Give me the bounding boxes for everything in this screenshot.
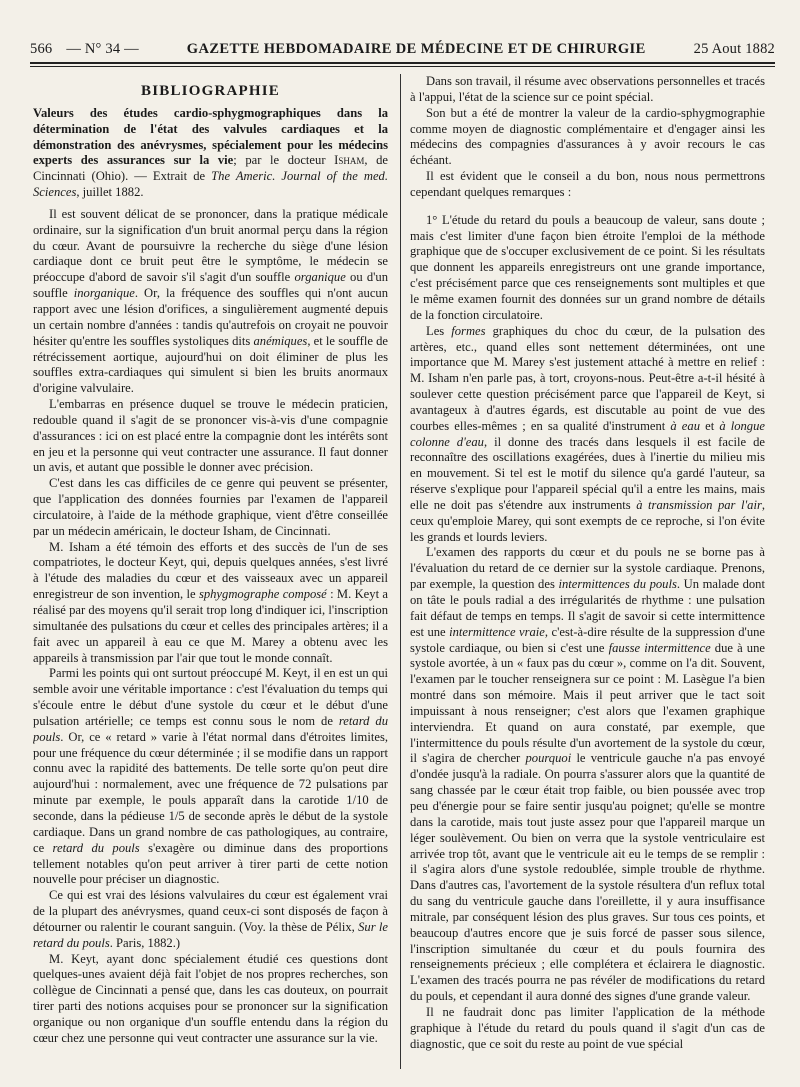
paragraph: 1° L'étude du retard du pouls a beaucoup de valeur, sans doute ; mais c'est limiter d'une façon bien étroite l'emploi de la méthode graphique que de s'occuper exclusivement de ce point. Si les résultats que donnent les appareils enregistreurs ont une grande importance, c'est précisément parce que ces renseignements sont multiples et que le même examen fournit des données sur un grand nombre de détails de la fonction circulatoire. (410, 212, 765, 322)
column-divider (400, 74, 401, 1069)
bibliography-entry: Valeurs des études cardio-sphygmographiques dans la détermination de l'état des valvules cardiaques et la démonstration des anévrysmes, spécialement pour les médecins experts des assurances sur la vie; par le docteur Isham, de Cincinnati (Ohio). — Extrait de The Americ. Journal of the med. Sciences, juillet 1882. (33, 105, 388, 200)
journal-title: GAZETTE HEBDOMADAIRE DE MÉDECINE ET DE CHIRURGIE (186, 40, 646, 57)
paragraph: M. Isham a été témoin des efforts et des succès de l'un de ses compatriotes, le docteur Keyt, qui, depuis quelques années, s'est livré à l'étude des maladies du cœur et des vaisseaux avec un appareil enregistreur de son invention, le sphygmographe composé : M. Keyt a réalisé par des moyens qu'il serait trop long d'indiquer ici, l'inscription simultanée des pulsations du cœur et celles des principales artères; il a fait avec un appareil à eau ce que M. Marey a obtenu avec les appareils à transmission par l'air que tout le monde connaît. (33, 539, 388, 665)
paragraph: Il est évident que le conseil a du bon, nous nous permettrons cependant quelques remarques : (410, 169, 765, 199)
header-rule-thin (30, 66, 775, 67)
paragraph: L'examen des rapports du cœur et du pouls ne se borne pas à l'évaluation du retard de ce dernier sur la systole cardiaque. Prenons, par exemple, la question des intermittences du pouls. Un malade dont on tâte le pouls radial a des irrégularités de rhythme : une pulsation fait défaut de temps en temps. Il s'agit de savoir si cette intermittence est une intermittence vraie, c'est-à-dire résulte de la suppression d'une systole cardiaque, ou bien si c'est une fausse intermittence due à une systole avortée, à un « faux pas du cœur », comme on l'a dit. Souvent, l'examen par le toucher renseignera sur ce point : M. Lasègue l'a bien montré dans son mémoire. Mais il peut arriver que le tact soit impuissant à nous renseigner; c'est alors que l'examen graphique interviendra. Et quand on aura constaté, par exemple, que l'intermittence du pouls résulte d'un avortement de la systole du cœur, il s'agira de chercher pourquoi le ventricule gauche n'a pas envoyé d'ondée jusqu'à la radiale. On pourra s'assurer alors que la quantité de sang chassée par le cœur était trop faible, ou bien poussée avec trop peu d'énergie pour se faire sentir jusqu'au poignet; qu'elle se montre dans la carotide, mais tout juste assez pour que l'appareil marque un léger soulèvement. Ou bien on verra que la systole ventriculaire est arrivée trop tôt, avant que le ventricule ait eu le temps de se remplir : il s'agira alors d'une systole redoublée, simple trouble de rhythme. Dans d'autres cas, l'avortement de la systole résultera d'un reflux total du sang du ventricule gauche dans l'oreillette, il y aura insuffisance mitrale, par conséquent lésion des plus graves. Sur tous ces points, et beaucoup d'autres encore que je suis forcé de passer sous silence, l'inscription simultanée du cœur et du pouls fournira des renseignements précieux ; elle complétera et éclairera le diagnostic. L'examen des tracés pourra ne pas révéler de modifications du retard du pouls, et cependant il aura donné des signes d'une grande valeur. (410, 545, 765, 1004)
paragraph: Il ne faudrait donc pas limiter l'application de la méthode graphique à l'étude du retard du pouls quand il s'agit d'un cas de diagnostic, que ce soit du reste au point de vue spécial (410, 1004, 765, 1051)
paragraph: Les formes graphiques du choc du cœur, de la pulsation des artères, etc., quand elles sont nettement déterminées, ont une importance que M. Marey s'est justement attaché à mettre en relief : M. Isham n'en parle pas, à tort, croyons-nous. Peut-être a-t-il hésité à soulever cette question précisément parce que l'appareil de Keyt, si avantageux à d'autres égards, est discutable au point de vue des courbes elles-mêmes ; en sa qualité d'instrument à eau et à longue colonne d'eau, il donne des tracés dans lesquels il est facile de reconnaître des oscillations exagérées, dues à l'inertie du milieu mis en mouvement. Si tel est le motif du silence qu'a gardé l'auteur, sa réserve s'explique pour l'appareil spécial qu'il a entre les mains, mais elle ne doit pas s'étendre aux instruments à transmission par l'air, ceux qu'emploie Marey, qui sont exempts de ce reproche, si l'on évite les grands et lourds leviers. (410, 323, 765, 544)
paragraph: C'est dans les cas difficiles de ce genre qui peuvent se présenter, que l'application des données fournies par l'examen de l'appareil circulatoire, à l'aide de la méthode graphique, vient d'être conseillée par un médecin américain, le docteur Isham, de Cincinnati. (33, 476, 388, 538)
left-column (33, 74, 388, 1074)
entry-journal: The Americ. Journal of the med. Sciences (33, 169, 388, 200)
issue-number: — N° 34 — (66, 40, 139, 57)
running-header (30, 38, 775, 60)
paragraph: Dans son travail, il résume avec observations personnelles et tracés à l'appui, l'état de la science sur ce point spécial. (410, 74, 765, 104)
paragraph: L'embarras en présence duquel se trouve le médecin praticien, redouble quand il s'agit de se prononcer vis-à-vis d'une compagnie d'assurances : ici on est placé entre la compagnie dont les intérêts sont en jeu et la personne qui veut contracter une assurance. Il faut donner un avis, et autant que possible le donner avec précision. (33, 397, 388, 475)
paragraph: M. Keyt, ayant donc spécialement étudié ces questions dont quelques-unes avaient déjà fait l'objet de nos propres recherches, son collègue de Cincinnati a pensé que, dans les cas douteux, on pourrait tirer parti des notions acquises pour se prononcer sur la signification organique ou non organique d'un souffle entendu dans la région du cœur chez une personne qui veut contracter une assurance sur la vie. (33, 951, 388, 1045)
right-column (410, 74, 765, 1074)
section-title: BIBLIOGRAPHIE (141, 83, 280, 99)
paragraph: Il est souvent délicat de se prononcer, dans la pratique médicale ordinaire, sur la signification d'un bruit anormal perçu dans la région du cœur. Avant de poursuivre la recherche du siège d'une lésion cardiaque dont ce bruit peut être le symptôme, le médecin se préoccupe d'abord de savoir s'il s'agit d'un souffle organique ou d'un souffle inorganique. Or, la fréquence des souffles qui n'ont aucun rapport avec une lésion d'orifices, a singulièrement augmenté depuis un certain nombre d'années : tandis qu'autrefois on croyait ne pouvoir hésiter qu'entre les souffles systoliques dits anémiques, et le souffle de rétrécissement aortique, aujourd'hui on doit éliminer de plus les souffles extra-cardiaques qui simulent si bien les bruits anormaux d'origine valvulaire. (33, 206, 388, 396)
page-number: 566 (30, 40, 53, 57)
issue-date: 25 Aout 1882 (693, 40, 775, 57)
entry-author: Isham (334, 153, 365, 168)
paragraph: Ce qui est vrai des lésions valvulaires du cœur est également vrai de la plupart des anévrysmes, quand ceux-ci sont disposés de façon à détourner ou ralentir le courant sanguin. (Voy. la thèse de Pélix, Sur le retard du pouls. Paris, 1882.) (33, 888, 388, 950)
paragraph: Son but a été de montrer la valeur de la cardio-sphygmographie comme moyen de diagnostic complémentaire et d'engager ainsi les médecins des compagnies d'assurances à y avoir recours le cas échéant. (410, 105, 765, 168)
header-rule (30, 62, 775, 64)
paragraph: Parmi les points qui ont surtout préoccupé M. Keyt, il en est un qui semble avoir une véritable importance : c'est l'évaluation du temps qui s'écoule entre le début d'une systole du cœur et le début d'une pulsation artérielle; ce temps est connu sous le nom de retard du pouls. Or, ce « retard » varie à l'état normal dans d'étroites limites, pour une fréquence du cœur déterminée ; il se modifie dans un rapport connu avec la rapidité des battements. De telle sorte qu'on peut dire aujourd'hui : normalement, avec une fréquence de 72 pulsations par minute par exemple, le pouls apparaît dans la carotide 1/10 de seconde, dans la pédieuse 1/5 de seconde après le début de la systole cardiaque. Dans un grand nombre de cas pathologiques, au contraire, ce retard du pouls s'exagère ou diminue dans des proportions tellement notables qu'on peut arriver à tirer parti de cette notion nouvelle pour préciser un diagnostic. (33, 666, 388, 887)
entry-title: Valeurs des études cardio-sphygmographiques dans la détermination de l'état des valvules cardiaques et la démonstration des anévrysmes, spécialement pour les médecins experts des assurances sur la vie (33, 105, 388, 168)
